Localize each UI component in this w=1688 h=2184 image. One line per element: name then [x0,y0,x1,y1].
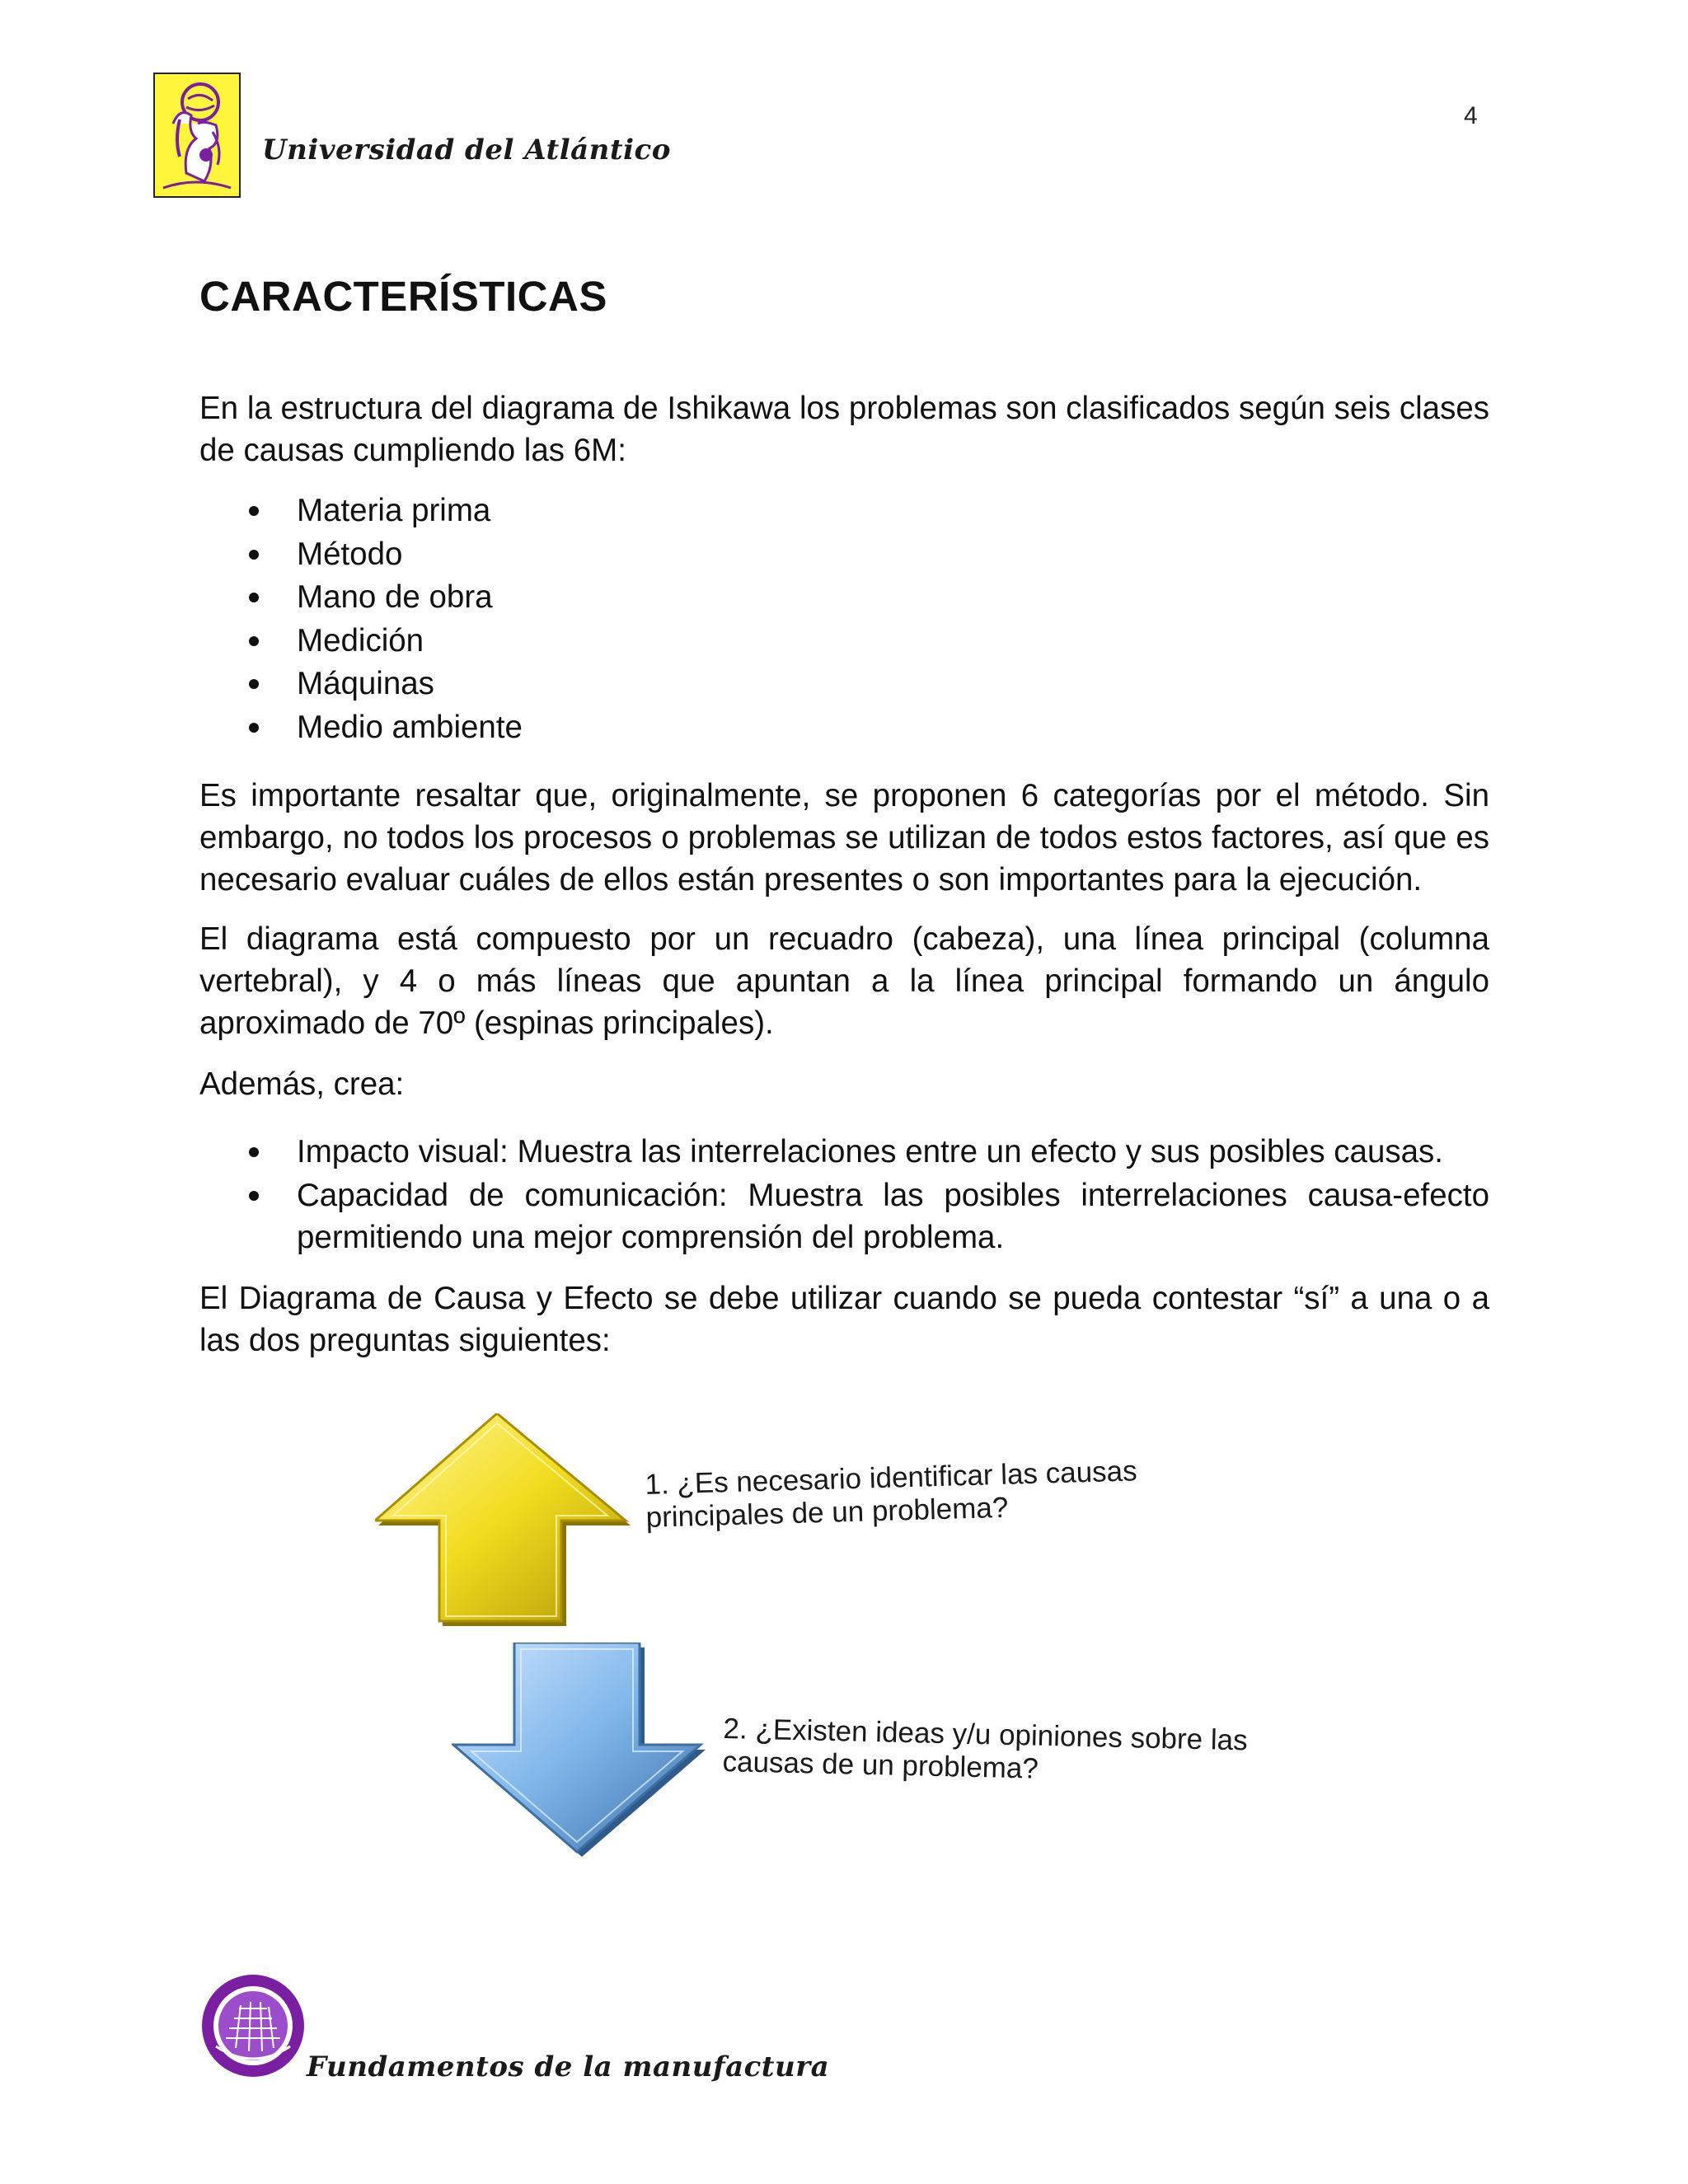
bullet-icon [249,550,259,560]
intro-paragraph: En la estructura del diagrama de Ishikawa los problemas son clasificados según seis clases de causas cumpliendo las 6M: [199,391,1489,468]
question-2: 2. ¿Existen ideas y/u opiniones sobre las causas de un problema? [722,1713,1249,1785]
footer-course-name: Fundamentos de la manufactura [307,2050,830,2083]
list-item: Medio ambiente [199,706,523,750]
down-arrow-icon [452,1643,707,1858]
list-item: Mano de obra [199,576,523,620]
bullet-icon [249,636,259,646]
list-item: Materia prima [199,490,523,533]
up-arrow-icon [375,1413,635,1629]
header-university-name: Universidad del Atlántico [262,134,671,166]
bullet-icon [249,506,259,516]
bullet-icon [249,593,259,602]
list-item: Capacidad de comunicación: Muestra las posibles interrelaciones causa-efecto permitiendo una mejor comprensión del problema. [199,1174,1489,1258]
list-item: Método [199,533,523,577]
also-creates-label: Además, crea: [199,1066,405,1102]
question-1: 1. ¿Es necesario identificar las causas principales de un problema? [645,1455,1138,1534]
bullet-icon [249,1147,259,1157]
list-item: Máquinas [199,663,523,706]
six-m-list [199,490,523,749]
section-heading: CARACTERÍSTICAS [199,273,607,320]
bullet-icon [249,723,259,733]
bullet-icon [249,1191,259,1201]
page-number: 4 [1464,102,1478,129]
list-item: Impacto visual: Muestra las interrelaciones entre un efecto y sus posibles causas. [199,1131,1489,1173]
bullet-icon [249,679,259,689]
university-logo [153,73,241,198]
usage-paragraph: El Diagrama de Causa y Efecto se debe utilizar cuando se pueda contestar “sí” a una o a las dos preguntas siguientes: [199,1281,1489,1358]
list-item: Medición [199,620,523,663]
structure-paragraph: El diagrama está compuesto por un recuadro (cabeza), una línea principal (columna vertebral), y 4 o más líneas que apuntan a la línea principal formando un ángulo aproximado de 70º (espinas principales). [199,921,1489,1041]
benefits-list [199,1131,1489,1260]
industrial-engineering-logo [199,1972,307,2079]
importance-paragraph: Es importante resaltar que, originalmente, se proponen 6 categorías por el método. Sin embargo, no todos los procesos o problemas se utilizan de todos estos factores, así que es necesario evaluar cuáles de ellos están presentes o son importantes para la ejecución. [199,778,1489,898]
